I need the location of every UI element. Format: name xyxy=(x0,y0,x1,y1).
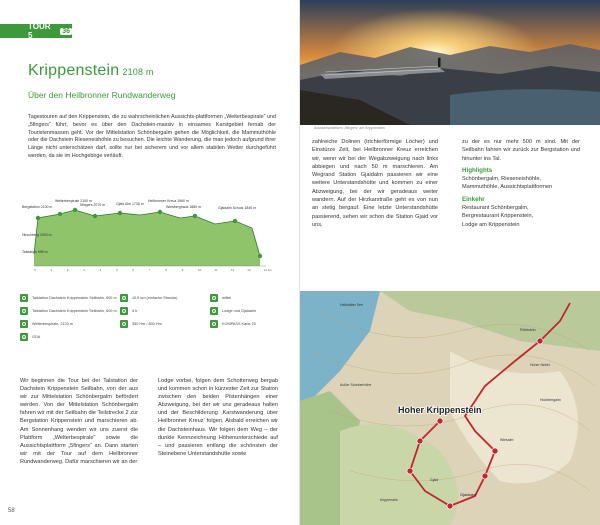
wp-2: Bergstation 2100 m xyxy=(22,205,53,209)
highlights-item-1: Mammuthöhle, Aussichtsplattformen xyxy=(462,184,553,191)
food-item-2: Lodge am Krippenstein xyxy=(462,221,520,228)
family-icon xyxy=(20,333,28,341)
axis-tick: 5 xyxy=(116,268,118,272)
page-title xyxy=(28,62,154,80)
mountain-icon xyxy=(20,307,28,315)
map-peak-label: Hoher Krippenstein xyxy=(398,405,482,415)
fact-item xyxy=(120,307,137,315)
right-page xyxy=(300,0,600,525)
parking-icon xyxy=(210,294,218,302)
svg-text:Hoher Nebel: Hoher Nebel xyxy=(530,363,550,367)
fact-text: 10,5 km (einfache Strecke) xyxy=(132,296,178,300)
fact-text: Lodge und Gjaidalm xyxy=(222,309,256,313)
tour-tab xyxy=(0,24,72,38)
fact-item xyxy=(20,333,40,341)
axis-tick: 0 xyxy=(34,268,36,272)
page-number: 58 xyxy=(8,508,15,514)
right-column-2-text: zu der es nur mehr 500 m sind. Mit der Seilbahn fahren wir zurück zur Bergstation und hinunter ins Tal. xyxy=(462,139,580,162)
wp-0: Welterbespirale 2100 m xyxy=(55,199,92,203)
elevation-profile xyxy=(20,196,278,274)
time-icon xyxy=(120,294,128,302)
highlights-heading: Highlights xyxy=(462,166,493,174)
right-column-2 xyxy=(462,138,580,229)
wp-7: Hirschberg 2000 m xyxy=(22,233,52,237)
svg-text:Gjaid: Gjaid xyxy=(430,478,439,482)
fact-item xyxy=(210,320,256,328)
axis-tick: 1 xyxy=(50,268,53,272)
wp-4: Heilbronner Kreuz 1960 m xyxy=(148,199,189,203)
svg-text:Hochbergalm: Hochbergalm xyxy=(540,398,561,402)
axis-tick: 8 xyxy=(165,268,167,272)
elevation-icon xyxy=(120,320,128,328)
axis-tick: 11 xyxy=(214,268,218,272)
title-altitude: 2108 m xyxy=(122,67,154,77)
svg-text:Rötelstein: Rötelstein xyxy=(520,328,536,332)
tour-label: TOUR 5 xyxy=(28,22,51,40)
axis-tick: 9 xyxy=(181,268,184,272)
axis-tick: 12 xyxy=(230,268,235,272)
body-column-1: Wir beginnen die Tour bei der Talstation der Dachstein Krippenstein Seilbahn, von der aus wir zur Mittelstation Schönbergalm befördert werden. Von der Mittelstation Schönbergalm fahren wir mit der Seilbahn die Teilstrecke 2 zur Bergstation Krippenstein und marschieren ab. Am Sonnenhang wenden wir uns zuerst die Plattform „Welterbespirale“ sowie die Aussichtsplattform „5fingers“ an. Dann starten wir mit der Tour auf dem Heilbronner Rundwanderweg. Dafür marschieren wir an der xyxy=(20,378,138,465)
fact-text: 350 Hm / 800 Hm xyxy=(132,322,162,326)
fact-text: Welterbespirale, 2100 m xyxy=(32,322,74,326)
fact-text: GDA xyxy=(32,335,41,339)
page-subtitle: Über den Heilbronner Rundwanderweg xyxy=(28,90,176,100)
food-item-0: Restaurant Schönbergalm, xyxy=(462,205,529,212)
photo-caption: Aussichtsplattform „5fingers“ am Krippenstein xyxy=(314,126,385,130)
fact-item xyxy=(120,294,177,302)
svg-text:Wiesalm: Wiesalm xyxy=(500,438,514,442)
fact-item xyxy=(120,320,162,328)
cable-car-icon xyxy=(20,294,28,302)
fact-text: Talstation Dachstein Krippenstein Seilbahn, 600 m xyxy=(32,296,117,300)
right-column-1: zahlreiche Dolinen (trichterförmige Löcher) und Einstürze Zeit, bei Heilbronner Kreuz erreichen wir, wenn wir bei der Wegabzweigung nach links abbiegen und nach 50 m marschieren. Am Wegrand Station Gjaidalm passieren wir eine weitere Unterstandshütte und kommen zu einer Abzweigung, bei der wir geradeaus weiter wandern. Auf der Hirzkarstraße geht es von nun an stetig bergauf. Eine letzte Unterstandshütte passierend, sehen wir schon die Station Gjaid vor uns, xyxy=(312,139,438,228)
svg-text:Außer Schoberhöhe: Außer Schoberhöhe xyxy=(340,383,372,387)
intro-text: Tagestouren auf den Krippenstein, die zu wahrscheinlichen Aussichts-plattformen „Welterbespirale“ und „5fingers“ führt, bevor es über den Dachstein-massiv in einsames Karstgebiet fernab der Touristenmassen geht. Vor der Mittelstation Schönbergalm gehen die Möglichkeit, die Mammuthöhle oder die Dachstein Rieseneishöhle zu besuchen. Die leichte Wanderung, die man jedoch aufgrund ihrer Länge nicht unterschätzen darf, sollte nur bei sicherem und vor allem stabilen Wetter durchgeführt werden, da sie im Hochgebirge verläuft. xyxy=(28,114,276,159)
wp-6: Gjaidalm Schutz 1840 m xyxy=(218,206,257,210)
axis-tick: 13 xyxy=(247,268,251,272)
axis-tick: 6 xyxy=(132,268,135,272)
route-icon xyxy=(20,320,28,328)
fact-text: mittel xyxy=(222,296,232,300)
axis-tick: 3 xyxy=(83,268,85,272)
fact-text: 4 h xyxy=(132,309,138,313)
wp-5: Wiesberghaus 1880 m xyxy=(166,205,202,209)
wp-1: 5fingers 2070 m xyxy=(80,203,106,207)
body-column-2: Lodge vorbei, folgen dem Schotterweg bergab und kommen schon in kürzester Zeit zur Station zwischen den beiden Pistenhängen einer Abzweigung, bei der wir uns geradeaus halten und der Beschilderung ‚Karstwanderung über Heilbronner Kreuz‘ folgen. Alsbald erreichen wir die Dachsteinhaus. Wir folgen dem Weg – der dunkle Kennzeichnung Höhenunterschiede auf – und passieren entlang die schönsten der Steinebene Unterstandshütte sowie xyxy=(158,378,278,457)
fact-item xyxy=(20,307,117,315)
axis-tick: 4 xyxy=(99,268,102,272)
fact-item xyxy=(20,320,73,328)
map-hut-label: Gjaidalm xyxy=(460,492,476,497)
fact-item xyxy=(210,294,231,302)
title-name: Krippenstein xyxy=(28,62,120,79)
wp-3: Gjaid Alm 1738 m xyxy=(116,202,144,206)
axis-tick: 2 xyxy=(66,268,69,272)
route-map xyxy=(300,291,600,525)
fact-item xyxy=(20,294,117,302)
map-icon xyxy=(210,320,218,328)
start-label: Talstation 596 m xyxy=(22,250,48,254)
ascent-icon xyxy=(120,307,128,315)
fact-item xyxy=(210,307,256,315)
fact-text: Talstation Dachstein Krippenstein Seilbahn, 600 m xyxy=(32,309,117,313)
highlights-item-0: Schönbergalm, Rieseneishöhle, xyxy=(462,176,541,183)
fact-box xyxy=(20,292,278,348)
axis-tick: 14 km xyxy=(263,268,272,272)
svg-text:Krippenalm: Krippenalm xyxy=(380,498,398,502)
svg-text:Hallstätter See: Hallstätter See xyxy=(340,303,363,307)
axis-tick: 7 xyxy=(148,268,151,272)
axis-tick: 10 xyxy=(198,268,202,272)
food-heading: Einkehr xyxy=(462,195,485,203)
food-item-1: Bergrestaurant Krippenstein, xyxy=(462,213,534,220)
tour-number: 36 xyxy=(62,27,70,35)
fact-text: KOMPASS Karte 20 xyxy=(222,322,256,326)
hero-photo xyxy=(300,0,600,125)
restaurant-icon xyxy=(210,307,218,315)
